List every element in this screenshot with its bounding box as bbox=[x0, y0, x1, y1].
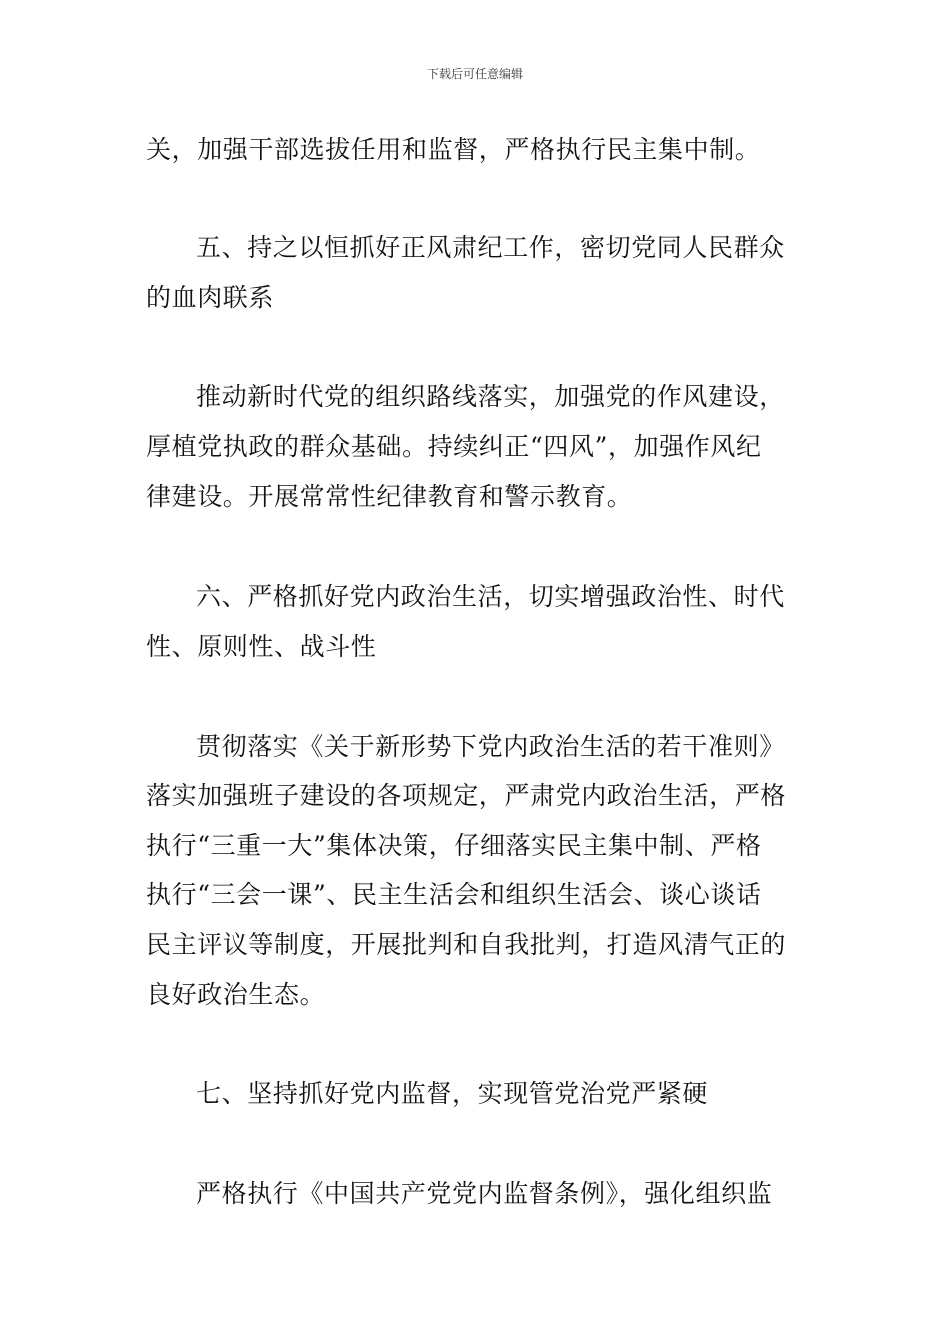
paragraph-line: 律建设。开展常常性纪律教育和警示教育。 bbox=[146, 482, 633, 511]
section-heading-line: 的血肉联系 bbox=[146, 283, 275, 312]
paragraph-line: 厚植党执政的群众基础。持续纠正“四风”，加强作风纪 bbox=[146, 432, 762, 461]
section-heading-line: 五、持之以恒抓好正风肃纪工作，密切党同人民群众 bbox=[196, 233, 785, 262]
paragraph-line: 民主评议等制度，开展批判和自我批判，打造风清气正的 bbox=[146, 930, 787, 959]
paragraph-line: 执行“三重一大”集体决策，仔细落实民主集中制、严格 bbox=[146, 831, 762, 860]
paragraph-line: 推动新时代党的组织路线落实，加强党的作风建设， bbox=[196, 382, 785, 411]
paragraph-line: 关，加强干部选拔任用和监督，严格执行民主集中制。 bbox=[146, 135, 761, 164]
paragraph-line: 良好政治生态。 bbox=[146, 980, 326, 1009]
section-heading-line: 六、严格抓好党内政治生活，切实增强政治性、时代 bbox=[196, 582, 785, 611]
paragraph-line: 执行“三会一课”、民主生活会和组织生活会、谈心谈话 bbox=[146, 880, 762, 909]
paragraph-line: 落实加强班子建设的各项规定，严肃党内政治生活，严格 bbox=[146, 781, 787, 810]
paragraph-line: 严格执行《中国共产党党内监督条例》，强化组织监 bbox=[196, 1179, 773, 1208]
paragraph-line: 贯彻落实《关于新形势下党内政治生活的若干准则》 bbox=[196, 732, 785, 761]
section-heading-line: 七、坚持抓好党内监督，实现管党治党严紧硬 bbox=[196, 1079, 709, 1108]
page-header: 下载后可任意编辑 bbox=[426, 67, 523, 81]
section-heading-line: 性、原则性、战斗性 bbox=[146, 632, 377, 661]
